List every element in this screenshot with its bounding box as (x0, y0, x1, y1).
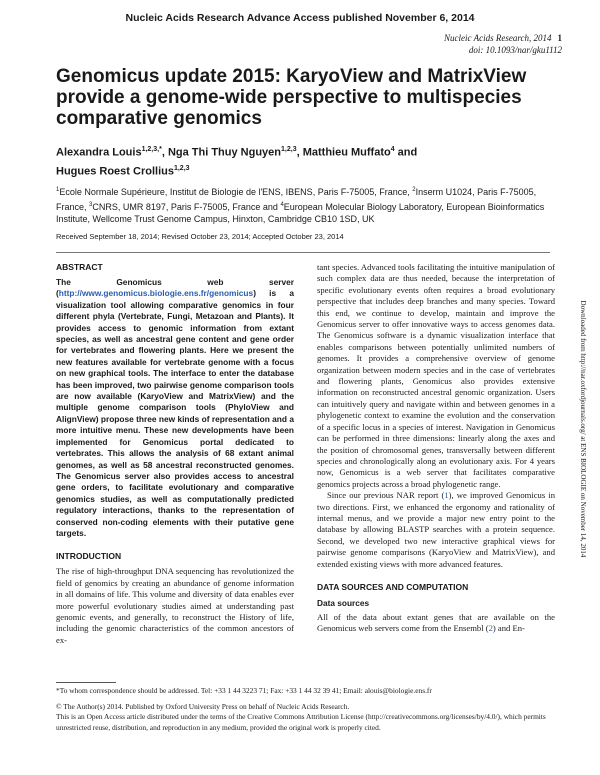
data-sources-heading: DATA SOURCES AND COMPUTATION (317, 581, 469, 592)
license-line: This is an Open Access article distributed under the terms of the Creative Commons Attribution License (http://creativecommons.org/licenses/by/4.0/), which permits unrestricted reuse, distribution, and reproduction in any medium, provided the original work is properly cited. (56, 712, 546, 732)
correspondence-footnote: *To whom correspondence should be addressed. Tel: +33 1 44 3223 71; Fax: +33 1 44 32 39 41; Email: alouis@biologie.ens.fr (56, 686, 432, 695)
introduction-paragraph-2 (317, 490, 555, 570)
abstract-heading: ABSTRACT (56, 262, 103, 272)
paragraph-lead: Since our previous NAR report ( (327, 490, 445, 501)
received-dates: Received September 18, 2014; Revised October 23, 2014; Accepted October 23, 2014 (56, 232, 344, 241)
left-column (56, 262, 294, 646)
author-separator: , (161, 146, 168, 159)
data-sources-lead: All of the data about extant genes that are available on the Genomicus web servers come from the Ensembl ( (317, 611, 555, 634)
affiliation-marker: 3 (89, 201, 93, 208)
affiliation-marker: 4 (280, 201, 284, 208)
abstract-text (56, 277, 294, 539)
affiliation-marker: 1 (56, 187, 60, 193)
data-sources-text (317, 612, 555, 635)
paragraph-body: ), we improved Genomicus in two directions. First, we enhanced the ergonomy and rationality of internal menus, and we provide a major new entry point to the database by allowing BLASTP searches with a protein sequence. Second, we developed two new interactive graphical views for pairwise genome comparisons (KaryoView and MatrixView), and extended existing views with more advanced features. (317, 490, 555, 569)
affiliation-marker: 2 (412, 187, 416, 193)
copyright-line: © The Author(s) 2014. Published by Oxford University Press on behalf of Nucleic Acids Research. (56, 702, 350, 711)
citation-link[interactable]: 1 (444, 490, 449, 501)
author-separator: and (394, 146, 418, 159)
author-name: Alexandra Louis (56, 146, 142, 159)
author-separator: , (296, 146, 303, 159)
abstract-lead: The Genomicus web server ( (56, 277, 294, 299)
journal-reference (444, 32, 562, 56)
right-column (317, 262, 555, 635)
affiliation-text: CNRS, UMR 8197, Paris F-75005, France and (92, 201, 281, 212)
doi: doi: 10.1093/nar/gku1112 (468, 45, 562, 55)
header-divider (56, 252, 550, 253)
author-affiliation-marker: 1,2,3 (173, 164, 190, 172)
footnote-rule (56, 682, 116, 683)
author-name: Nga Thi Thuy Nguyen (167, 146, 282, 159)
copyright-notice (56, 702, 556, 733)
abstract-body: ) is a visualization tool allowing comparative genomics in four different phyla (Vertebrate, Fungi, Metazoan and Plants). It provides access to genomic information from extant species, as well as ancestral gene content and gene order for vertebrates and flowering plants. Here we present the new features available for vertebrate genome with a focus on new graphical tools. The interface to enter the database has been improved, two pairwise genome comparison tools are now available (KaryoView and MatrixView) and the multiple genome comparison tools (PhyloView and AlignView) propose three new kinds of representation and a more intuitive menu. These new developments have been implemented for Genomicus portal dedicated to vertebrates. This allows the analysis of 68 extant animal genomes, as well as 58 ancestral reconstructed genomes. The Genomicus server also provides access to ancestral gene orders, to facilitate evolutionary and comparative genomics studies, as well as computationally predicted regulatory interactions, thanks to the representation of conserved non-coding elements with their putative gene targets. (56, 288, 294, 538)
author-affiliation-marker: 1,2,3 (281, 146, 297, 153)
author-affiliation-marker: 1,2,3,* (141, 146, 162, 153)
author-list (56, 142, 546, 179)
data-sources-tail: ) and En- (492, 623, 525, 634)
affiliation-text: European Molecular Biology Laboratory, European Bioinformatics Institute, Wellcome Trust Genome Campus, Hinxton, Cambridge CB10 1SD, UK (56, 201, 545, 224)
data-sources-subheading: Data sources (317, 597, 370, 608)
affiliation-text: Ecole Normale Supérieure, Institut de Biologie de l'ENS, IBENS, Paris F-75005, France, (59, 187, 413, 197)
author-name: Matthieu Muffato (302, 146, 391, 159)
journal-name: Nucleic Acids Research, 2014 (444, 33, 552, 43)
download-sidebar (578, 250, 588, 610)
advance-access-line: Nucleic Acids Research Advance Access published November 6, 2014 (125, 12, 475, 24)
genomicus-link[interactable]: http://www.genomicus.biologie.ens.fr/genomicus (58, 288, 254, 299)
article-title: Genomicus update 2015: KaryoView and MatrixView provide a genome-wide perspective to multispecies comparative genomics (56, 66, 527, 129)
affiliation-text: Inserm U1024, Paris F-75005, France, (56, 187, 537, 212)
page-number: 1 (557, 33, 562, 43)
affiliations (56, 184, 550, 226)
citation-link[interactable]: 2 (488, 623, 493, 634)
author-affiliation-marker: 4 (390, 146, 395, 153)
download-note: Downloaded from http://nar.oxfordjournals.org/ at ENS BIOLOGIE on November 14, 2014 (579, 300, 587, 558)
introduction-heading: INTRODUCTION (56, 551, 122, 562)
introduction-text-left: The rise of high-throughput DNA sequencing has revolutionized the field of genomics by creating an abundance of genome information in all domains of life. This volume and diversity of data enables ever more powerful evolutionary studies aimed at understanding past genomic events, and generally, to reconstruct the History of life, including the genomic characteristics of the common ancestors of ex- (56, 566, 294, 645)
author-name: Hugues Roest Crollius (56, 165, 174, 178)
introduction-text-right: tant species. Advanced tools facilitating the intuitive manipulation of such complex data are thus needed, because the interpretation of specific evolutionary events often requires a broad evolutionary perspective that includes deep branches and many species. Toward this end, we continue to develop, maintain and improve the Genomicus server to offer innovative ways to access genomes data. The Genomicus software is a dynamic visualization interface that enables comparisons between potentially unlimited numbers of genomes. It provides a comprehensive overview of genome organization between modern species and in the case of vertebrates and flowering plants, Genomicus also provides extensive information on reconstructed ancestral genomic organization. Users can intuitively query and navigate within and between genomes in a phylogenetic context to examine the evolution and the conservation of a specific locus in a species of interest. Navigation in Genomicus can be performed in three dimensions: linearly along the axes and the position of chromosomal genes, transversally between different species and chronologically along an evolutionary axis. For 4 years now, Genomicus is a web server that facilitates comparative genomics projects across a broad phylogenetic range. (317, 262, 555, 489)
